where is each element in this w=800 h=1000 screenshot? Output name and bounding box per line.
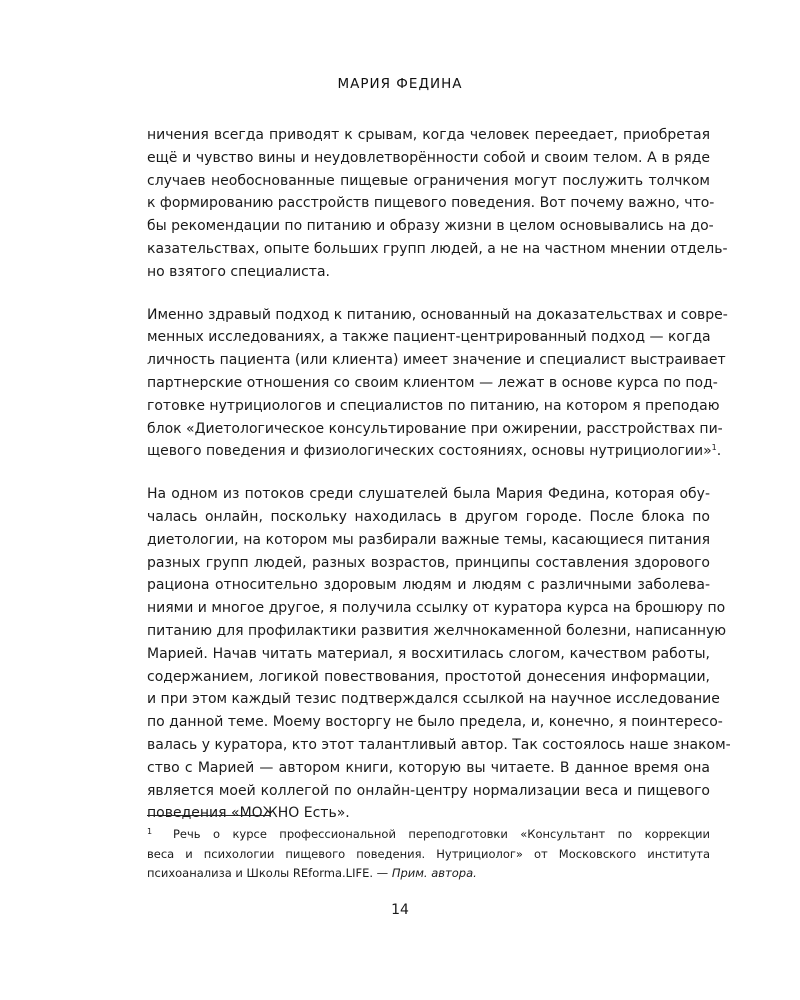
text-line-content: щевого поведения и физиологических состояниях, основы нутрициологии» [147,443,712,460]
text-line: разных групп людей, разных возрастов, принципы составления здорового [147,554,710,571]
body-text [147,124,731,845]
text-line: ничения всегда приводят к срывам, когда человек переедает, приобретая [147,127,710,143]
footnote-text: Речь о курсе профессиональной переподготовки «Консультант по коррекции [173,827,710,841]
author-note: Прим. автора. [391,866,477,881]
text-line: является моей коллегой по онлайн-центру нормализации веса и пищевого [147,782,710,799]
running-header: МАРИЯ ФЕДИНА [337,76,463,92]
footnote [147,822,710,884]
page-number: 14 [391,902,409,918]
text-line: Именно здравый подход к питанию, основанный на доказательствах и совре- [147,306,728,323]
text-line: ниями и многое другое, я получила ссылку от куратора курса на брошюру по [147,600,726,617]
text-line: диетологии, на котором мы разбирали важные темы, касающиеся питания [147,531,710,548]
footnote-line: веса и психологии пищевого поведения. Нутрициолог» от Московского института [147,846,710,861]
footnote-text: психоанализа и Школы REforma.LIFE. — [147,866,392,881]
text-line: партнерские отношения со своим клиентом — лежат в основе курса по под- [147,374,718,391]
footnote-line [147,822,710,845]
text-line: к формированию расстройств пищевого поведения. Вот почему важно, что- [147,195,715,212]
text-line: содержанием, логикой повествования, простотой донесения информации, [147,668,710,685]
text-line: бы рекомендации по питанию и образу жизни в целом основывались на до- [147,218,714,235]
footnote-mark: 1 [147,827,153,836]
footnote-reference[interactable]: 1 [711,443,717,453]
paragraph-2 [147,304,728,464]
text-line: личность пациента (или клиента) имеет значение и специалист выстраивает [147,352,726,369]
text-line: но взятого специалиста. [147,263,330,280]
text-line: ство с Марией — автором книги, которую вы читаете. В данное время она [147,759,710,776]
paragraph-3 [147,483,731,825]
text-line: рациона относительно здоровым людям и людям с различными заболева- [147,577,710,594]
footnote-divider [147,815,270,816]
text-line: щевого поведения и физиологических состояниях, основы нутрициологии»$^1$. [147,443,722,460]
text-line: готовке нутрициологов и специалистов по питанию, на котором я преподаю [147,397,720,414]
text-line: Марией. Начав читать материал, я восхитилась слогом, качеством работы, [147,645,710,662]
text-line: валась у куратора, кто этот талантливый автор. Так состоялось наше знаком- [147,736,731,753]
text-line: менных исследованиях, а также пациент-центрированный подход — когда [147,329,711,346]
text-line: блок «Диетологическое консультирование при ожирении, расстройствах пи- [147,420,723,437]
paragraph-1 [147,124,728,284]
text-line: по данной теме. Моему восторгу не было предела, и, конечно, я поинтересо- [147,714,723,731]
text-line: поведения «МОЖНО Есть». [147,805,350,822]
text-line: случаев необоснованные пищевые ограничения могут послужить толчком [147,172,710,189]
text-line: На одном из потоков среди слушателей была Мария Федина, которая обу- [147,486,710,503]
text-line: казательствах, опыте больших групп людей, а не на частном мнении отдель- [147,240,728,257]
text-line: ещё и чувство вины и неудовлетворённости собой и своим телом. А в ряде [147,149,710,166]
text-line: питанию для профилактики развития желчнокаменной болезни, написанную [147,622,727,639]
text-line: и при этом каждый тезис подтверждался ссылкой на научное исследование [147,691,720,708]
text-line: чалась онлайн, поскольку находилась в другом городе. После блока по [147,508,710,525]
footnote-line [147,864,710,884]
